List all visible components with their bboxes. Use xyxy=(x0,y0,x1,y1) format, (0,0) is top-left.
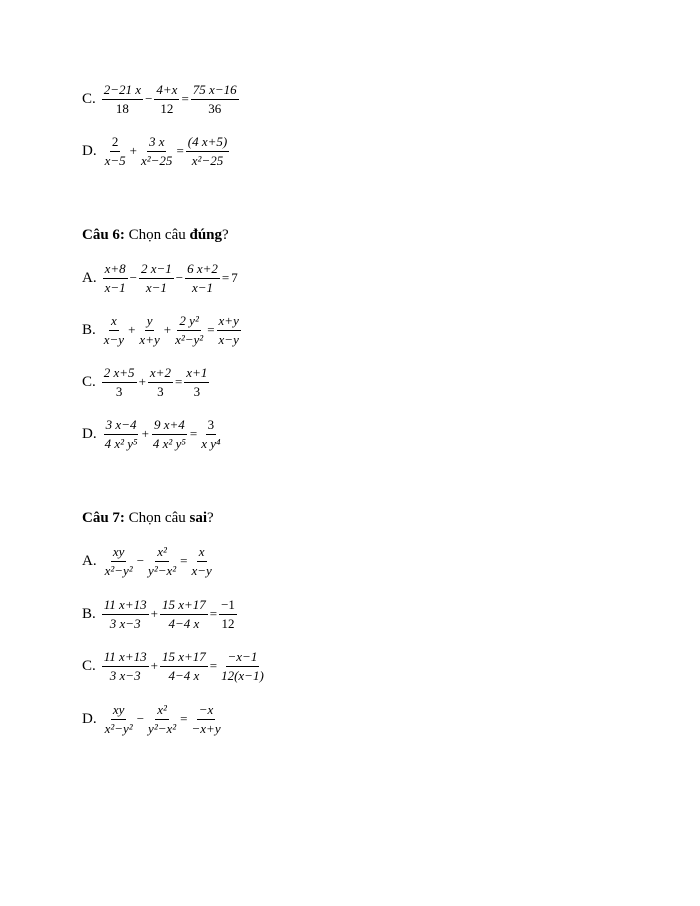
q5-option-c xyxy=(82,83,240,115)
question-suffix: ? xyxy=(207,510,214,526)
q6-option-a xyxy=(82,262,239,294)
option-letter: A. xyxy=(82,552,97,569)
fraction xyxy=(198,418,223,450)
numerator: x+1 xyxy=(184,366,209,383)
fraction xyxy=(136,314,162,346)
fraction xyxy=(102,703,136,735)
numerator: y xyxy=(145,314,155,331)
fraction xyxy=(153,83,180,115)
numerator: x² xyxy=(155,703,169,720)
numerator: x xyxy=(197,545,207,562)
operator: − xyxy=(136,711,145,727)
operator: + xyxy=(138,374,146,390)
option-letter: D. xyxy=(82,142,97,159)
fraction xyxy=(189,703,224,735)
option-letter: C. xyxy=(82,373,96,390)
question-emphasis: sai xyxy=(189,510,208,526)
equals-sign: = xyxy=(209,658,218,674)
equals-sign: = xyxy=(181,91,189,107)
fraction xyxy=(159,598,209,630)
denominator: x−1 xyxy=(145,279,167,295)
numerator: x² xyxy=(155,545,169,562)
numerator: 15 x+17 xyxy=(160,650,208,667)
numerator: 3 xyxy=(206,418,217,435)
q7-option-d xyxy=(82,703,224,735)
fraction xyxy=(138,135,175,167)
numerator: 9 x+4 xyxy=(152,418,187,435)
denominator: x²−y² xyxy=(104,720,133,736)
denominator: 12 xyxy=(160,100,174,116)
fraction xyxy=(145,545,179,577)
equals-sign: = xyxy=(221,270,230,286)
fraction xyxy=(101,83,144,115)
operator: + xyxy=(150,606,158,622)
question-text: Chọn câu xyxy=(124,227,190,243)
operator: − xyxy=(136,553,145,569)
fraction xyxy=(101,598,150,630)
denominator: 4 x² y⁵ xyxy=(152,435,186,451)
fraction xyxy=(190,83,240,115)
numerator: −1 xyxy=(219,598,237,615)
denominator: 3 xyxy=(115,383,123,399)
denominator: 36 xyxy=(208,100,222,116)
numerator: 2 xyxy=(110,135,121,152)
numerator: xy xyxy=(111,703,127,720)
equals-sign: = xyxy=(176,143,184,159)
denominator: 3 xyxy=(157,383,164,399)
option-letter: B. xyxy=(82,605,96,622)
denominator: −x+y xyxy=(191,720,221,736)
operator: + xyxy=(150,658,158,674)
fraction xyxy=(216,314,242,346)
denominator: x²−y² xyxy=(104,562,133,578)
fraction xyxy=(138,262,175,294)
operator: − xyxy=(145,91,153,107)
denominator: x²−25 xyxy=(140,152,173,168)
numerator: 2 x+5 xyxy=(102,366,137,383)
denominator: x y⁴ xyxy=(201,435,221,451)
numerator: x+y xyxy=(217,314,241,331)
fraction xyxy=(102,545,136,577)
option-letter: D. xyxy=(82,425,97,442)
denominator: x−y xyxy=(218,331,239,347)
fraction xyxy=(101,366,138,398)
denominator: 3 x−3 xyxy=(109,615,141,631)
numerator: x+2 xyxy=(148,366,173,383)
operator: − xyxy=(129,270,137,286)
option-letter: C. xyxy=(82,90,96,107)
fraction xyxy=(101,314,127,346)
denominator: x−5 xyxy=(104,152,126,168)
denominator: x−y xyxy=(191,562,212,578)
question-number: Câu 6: xyxy=(82,227,125,243)
numerator: 75 x−16 xyxy=(191,83,239,100)
fraction xyxy=(159,650,209,682)
denominator: x−y xyxy=(103,331,125,347)
numerator: (4 x+5) xyxy=(186,135,229,152)
denominator: 18 xyxy=(115,100,129,116)
denominator: 4−4 x xyxy=(168,667,200,683)
fraction xyxy=(102,262,129,294)
equals-sign: = xyxy=(180,711,188,727)
option-letter: A. xyxy=(82,269,97,286)
denominator: 12(x−1) xyxy=(221,667,264,683)
denominator: x²−y² xyxy=(175,331,204,347)
option-letter: D. xyxy=(82,710,97,727)
fraction xyxy=(218,650,267,682)
denominator: x²−25 xyxy=(191,152,224,168)
fraction xyxy=(172,314,206,346)
option-letter: C. xyxy=(82,657,96,674)
denominator: 3 xyxy=(193,383,201,399)
numerator: 11 x+13 xyxy=(102,598,149,615)
result-value: 7 xyxy=(231,270,238,286)
question-number: Câu 7: xyxy=(82,510,125,526)
numerator: 3 x xyxy=(147,135,167,152)
fraction xyxy=(102,418,141,450)
fraction xyxy=(145,703,179,735)
denominator: y²−x² xyxy=(148,562,177,578)
fraction xyxy=(185,135,230,167)
denominator: 3 x−3 xyxy=(109,667,141,683)
operator: + xyxy=(163,322,172,338)
fraction xyxy=(184,262,221,294)
q7-option-c xyxy=(82,650,267,682)
operator: − xyxy=(175,270,184,286)
q5-option-d xyxy=(82,135,230,167)
q7-option-a xyxy=(82,545,215,577)
denominator: 4 x² y⁵ xyxy=(104,435,138,451)
denominator: x+y xyxy=(139,331,160,347)
question-emphasis: đúng xyxy=(189,227,223,243)
fraction xyxy=(150,418,189,450)
numerator: 4+x xyxy=(154,83,179,100)
fraction xyxy=(189,545,215,577)
question-text: Chọn câu xyxy=(124,510,190,526)
numerator: 2 y² xyxy=(177,314,200,331)
equals-sign: = xyxy=(174,374,183,390)
numerator: 2−21 x xyxy=(102,83,143,100)
denominator: x−1 xyxy=(192,279,214,295)
fraction xyxy=(218,598,238,630)
question-7-heading xyxy=(82,510,214,527)
denominator: y²−x² xyxy=(148,720,177,736)
numerator: 3 x−4 xyxy=(104,418,139,435)
equals-sign: = xyxy=(180,553,188,569)
numerator: −x−1 xyxy=(226,650,260,667)
operator: + xyxy=(141,426,149,442)
question-6-heading xyxy=(82,227,229,244)
denominator: x−1 xyxy=(104,279,126,295)
numerator: 6 x+2 xyxy=(185,262,220,279)
numerator: 15 x+17 xyxy=(160,598,208,615)
numerator: x+8 xyxy=(103,262,128,279)
fraction xyxy=(102,135,129,167)
equals-sign: = xyxy=(207,322,215,338)
operator: + xyxy=(129,143,137,159)
q6-option-c xyxy=(82,366,210,398)
equals-sign: = xyxy=(209,606,218,622)
fraction xyxy=(147,366,174,398)
option-letter: B. xyxy=(82,321,96,338)
denominator: 4−4 x xyxy=(168,615,200,631)
q6-option-b xyxy=(82,314,242,346)
fraction xyxy=(101,650,150,682)
numerator: 2 x−1 xyxy=(139,262,174,279)
denominator: 12 xyxy=(221,615,235,631)
q6-option-d xyxy=(82,418,224,450)
fraction xyxy=(183,366,210,398)
numerator: xy xyxy=(111,545,127,562)
numerator: −x xyxy=(197,703,216,720)
operator: + xyxy=(128,322,136,338)
equals-sign: = xyxy=(189,426,198,442)
numerator: 11 x+13 xyxy=(102,650,149,667)
question-suffix: ? xyxy=(222,227,229,243)
q7-option-b xyxy=(82,598,238,630)
numerator: x xyxy=(109,314,119,331)
